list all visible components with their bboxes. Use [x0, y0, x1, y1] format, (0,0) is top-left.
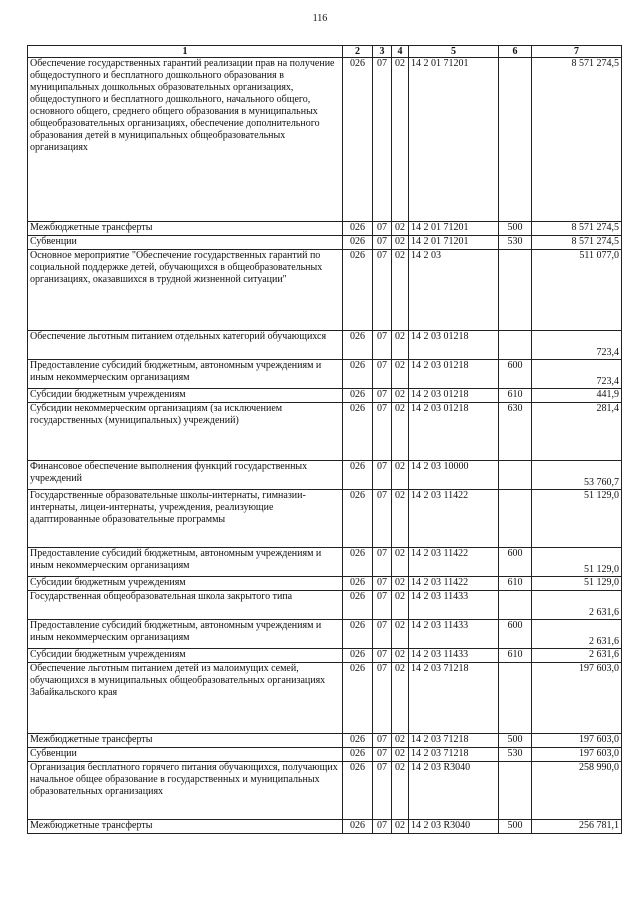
row-section-cell: 07 [373, 461, 392, 490]
row-section-cell: 07 [373, 250, 392, 331]
row-section-cell: 07 [373, 591, 392, 620]
row-ministry-cell: 026 [343, 663, 373, 734]
table-row [28, 591, 622, 620]
row-target-cell: 14 2 03 01218 [409, 331, 499, 360]
row-subsection-cell: 02 [392, 820, 409, 834]
row-section-cell: 07 [373, 490, 392, 548]
row-amount-cell: 723,4 [532, 331, 622, 360]
row-name-cell: Предоставление субсидий бюджетным, автономным учреждениям и иным некоммерческим организациям [28, 548, 343, 577]
table-row [28, 222, 622, 236]
row-expense-type-cell: 530 [499, 748, 532, 762]
row-expense-type-cell [499, 58, 532, 222]
row-ministry-cell: 026 [343, 748, 373, 762]
row-subsection-cell: 02 [392, 620, 409, 649]
row-expense-type-cell [499, 762, 532, 820]
row-target-cell: 14 2 03 11422 [409, 577, 499, 591]
row-expense-type-cell: 600 [499, 360, 532, 389]
row-amount-cell: 281,4 [532, 403, 622, 461]
row-target-cell: 14 2 03 71218 [409, 734, 499, 748]
table-row [28, 762, 622, 820]
row-name-cell: Субсидии бюджетным учреждениям [28, 577, 343, 591]
row-ministry-cell: 026 [343, 820, 373, 834]
row-ministry-cell: 026 [343, 649, 373, 663]
row-ministry-cell: 026 [343, 490, 373, 548]
row-subsection-cell: 02 [392, 58, 409, 222]
row-amount-cell: 723,4 [532, 360, 622, 389]
row-name-cell: Субвенции [28, 748, 343, 762]
table-row [28, 250, 622, 331]
page-number: 116 [312, 13, 328, 24]
row-amount-cell: 51 129,0 [532, 548, 622, 577]
row-subsection-cell: 02 [392, 649, 409, 663]
row-expense-type-cell: 610 [499, 577, 532, 591]
row-ministry-cell: 026 [343, 762, 373, 820]
row-amount-cell: 8 571 274,5 [532, 236, 622, 250]
row-ministry-cell: 026 [343, 58, 373, 222]
row-expense-type-cell [499, 250, 532, 331]
row-section-cell: 07 [373, 548, 392, 577]
table-row [28, 236, 622, 250]
table-row [28, 620, 622, 649]
table-row [28, 820, 622, 834]
row-target-cell: 14 2 01 71201 [409, 236, 499, 250]
table-row [28, 748, 622, 762]
row-subsection-cell: 02 [392, 577, 409, 591]
row-name-cell: Субвенции [28, 236, 343, 250]
row-expense-type-cell: 600 [499, 620, 532, 649]
row-ministry-cell: 026 [343, 577, 373, 591]
row-name-cell: Обеспечение государственных гарантий реализации прав на получение общедоступного и бесплатного дошкольного образования в муниципальных дошкольных образовательных организациях, общедоступного и бесплатного дошкольного, начального общего, основного общего, среднего общего образования в муниципальных общеобразовательных организациях, обеспечение дополнительного образования детей в муниципальных общеобразовательных организациях [28, 58, 343, 222]
row-target-cell: 14 2 03 [409, 250, 499, 331]
row-ministry-cell: 026 [343, 389, 373, 403]
row-target-cell: 14 2 01 71201 [409, 58, 499, 222]
row-name-cell: Межбюджетные трансферты [28, 222, 343, 236]
row-subsection-cell: 02 [392, 389, 409, 403]
row-section-cell: 07 [373, 360, 392, 389]
row-expense-type-cell: 500 [499, 222, 532, 236]
table-row [28, 548, 622, 577]
table-row [28, 403, 622, 461]
row-name-cell: Субсидии некоммерческим организациям (за исключением государственных (муниципальных) учреждений) [28, 403, 343, 461]
header-cell-ministry: 2 [343, 46, 373, 58]
row-target-cell: 14 2 03 01218 [409, 403, 499, 461]
row-expense-type-cell: 610 [499, 389, 532, 403]
row-target-cell: 14 2 03 R3040 [409, 820, 499, 834]
header-cell-section: 3 [373, 46, 392, 58]
row-amount-cell: 197 603,0 [532, 663, 622, 734]
row-ministry-cell: 026 [343, 331, 373, 360]
row-target-cell: 14 2 03 11422 [409, 490, 499, 548]
row-target-cell: 14 2 03 10000 [409, 461, 499, 490]
header-cell-name: 1 [28, 46, 343, 58]
table-row [28, 331, 622, 360]
row-subsection-cell: 02 [392, 250, 409, 331]
row-ministry-cell: 026 [343, 620, 373, 649]
row-amount-cell: 511 077,0 [532, 250, 622, 331]
header-row [28, 46, 622, 58]
row-ministry-cell: 026 [343, 250, 373, 331]
row-section-cell: 07 [373, 222, 392, 236]
row-expense-type-cell [499, 331, 532, 360]
row-name-cell: Организация бесплатного горячего питания обучающихся, получающих начальное общее образование в государственных и муниципальных образовательных организациях [28, 762, 343, 820]
row-ministry-cell: 026 [343, 548, 373, 577]
row-name-cell: Государственные образовательные школы-интернаты, гимназии-интернаты, лицеи-интернаты, учреждения, реализующие адаптированные образовательные программы [28, 490, 343, 548]
row-name-cell: Государственная общеобразовательная школа закрытого типа [28, 591, 343, 620]
row-name-cell: Обеспечение льготным питанием детей из малоимущих семей, обучающихся в муниципальных общеобразовательных организациях Забайкальского края [28, 663, 343, 734]
row-section-cell: 07 [373, 649, 392, 663]
row-expense-type-cell: 610 [499, 649, 532, 663]
row-amount-cell: 8 571 274,5 [532, 58, 622, 222]
table-row [28, 577, 622, 591]
row-expense-type-cell: 600 [499, 548, 532, 577]
row-name-cell: Обеспечение льготным питанием отдельных категорий обучающихся [28, 331, 343, 360]
row-subsection-cell: 02 [392, 663, 409, 734]
row-expense-type-cell: 500 [499, 734, 532, 748]
table-row [28, 389, 622, 403]
row-ministry-cell: 026 [343, 591, 373, 620]
row-ministry-cell: 026 [343, 734, 373, 748]
budget-table [27, 45, 622, 834]
row-expense-type-cell: 500 [499, 820, 532, 834]
row-name-cell: Субсидии бюджетным учреждениям [28, 389, 343, 403]
row-subsection-cell: 02 [392, 548, 409, 577]
table-row [28, 58, 622, 222]
row-target-cell: 14 2 03 11433 [409, 649, 499, 663]
row-amount-cell: 51 129,0 [532, 490, 622, 548]
header-cell-amount: 7 [532, 46, 622, 58]
header-cell-target: 5 [409, 46, 499, 58]
row-name-cell: Межбюджетные трансферты [28, 734, 343, 748]
row-subsection-cell: 02 [392, 762, 409, 820]
table-row [28, 461, 622, 490]
row-section-cell: 07 [373, 748, 392, 762]
row-amount-cell: 2 631,6 [532, 620, 622, 649]
row-subsection-cell: 02 [392, 490, 409, 548]
row-subsection-cell: 02 [392, 222, 409, 236]
row-amount-cell: 2 631,6 [532, 591, 622, 620]
row-target-cell: 14 2 01 71201 [409, 222, 499, 236]
row-section-cell: 07 [373, 762, 392, 820]
row-target-cell: 14 2 03 R3040 [409, 762, 499, 820]
row-expense-type-cell [499, 591, 532, 620]
table-row [28, 734, 622, 748]
row-section-cell: 07 [373, 58, 392, 222]
row-ministry-cell: 026 [343, 461, 373, 490]
row-section-cell: 07 [373, 331, 392, 360]
row-amount-cell: 2 631,6 [532, 649, 622, 663]
row-ministry-cell: 026 [343, 360, 373, 389]
row-section-cell: 07 [373, 236, 392, 250]
row-section-cell: 07 [373, 620, 392, 649]
row-amount-cell: 197 603,0 [532, 734, 622, 748]
row-subsection-cell: 02 [392, 591, 409, 620]
header-cell-subsection: 4 [392, 46, 409, 58]
row-expense-type-cell [499, 490, 532, 548]
row-name-cell: Предоставление субсидий бюджетным, автономным учреждениям и иным некоммерческим организациям [28, 620, 343, 649]
row-amount-cell: 258 990,0 [532, 762, 622, 820]
row-expense-type-cell: 630 [499, 403, 532, 461]
row-amount-cell: 441,9 [532, 389, 622, 403]
row-section-cell: 07 [373, 389, 392, 403]
row-subsection-cell: 02 [392, 236, 409, 250]
row-subsection-cell: 02 [392, 748, 409, 762]
row-target-cell: 14 2 03 11422 [409, 548, 499, 577]
row-name-cell: Субсидии бюджетным учреждениям [28, 649, 343, 663]
row-target-cell: 14 2 03 71218 [409, 663, 499, 734]
row-section-cell: 07 [373, 403, 392, 461]
row-name-cell: Межбюджетные трансферты [28, 820, 343, 834]
table-row [28, 490, 622, 548]
row-name-cell: Финансовое обеспечение выполнения функций государственных учреждений [28, 461, 343, 490]
row-expense-type-cell [499, 461, 532, 490]
row-amount-cell: 53 760,7 [532, 461, 622, 490]
row-section-cell: 07 [373, 820, 392, 834]
row-ministry-cell: 026 [343, 236, 373, 250]
row-amount-cell: 197 603,0 [532, 748, 622, 762]
table-row [28, 663, 622, 734]
row-amount-cell: 8 571 274,5 [532, 222, 622, 236]
row-subsection-cell: 02 [392, 331, 409, 360]
row-section-cell: 07 [373, 734, 392, 748]
table-row [28, 360, 622, 389]
row-name-cell: Основное мероприятие "Обеспечение государственных гарантий по социальной поддержке детей, обучающихся в общеобразовательных организациях, оказавшихся в трудной жизненной ситуации" [28, 250, 343, 331]
row-ministry-cell: 026 [343, 222, 373, 236]
row-subsection-cell: 02 [392, 461, 409, 490]
table-row [28, 649, 622, 663]
row-subsection-cell: 02 [392, 360, 409, 389]
row-target-cell: 14 2 03 11433 [409, 620, 499, 649]
row-expense-type-cell [499, 663, 532, 734]
row-expense-type-cell: 530 [499, 236, 532, 250]
row-section-cell: 07 [373, 577, 392, 591]
row-ministry-cell: 026 [343, 403, 373, 461]
row-target-cell: 14 2 03 71218 [409, 748, 499, 762]
row-name-cell: Предоставление субсидий бюджетным, автономным учреждениям и иным некоммерческим организациям [28, 360, 343, 389]
row-amount-cell: 256 781,1 [532, 820, 622, 834]
row-subsection-cell: 02 [392, 734, 409, 748]
header-cell-expense-type: 6 [499, 46, 532, 58]
row-target-cell: 14 2 03 11433 [409, 591, 499, 620]
row-subsection-cell: 02 [392, 403, 409, 461]
row-target-cell: 14 2 03 01218 [409, 389, 499, 403]
row-target-cell: 14 2 03 01218 [409, 360, 499, 389]
row-section-cell: 07 [373, 663, 392, 734]
row-amount-cell: 51 129,0 [532, 577, 622, 591]
